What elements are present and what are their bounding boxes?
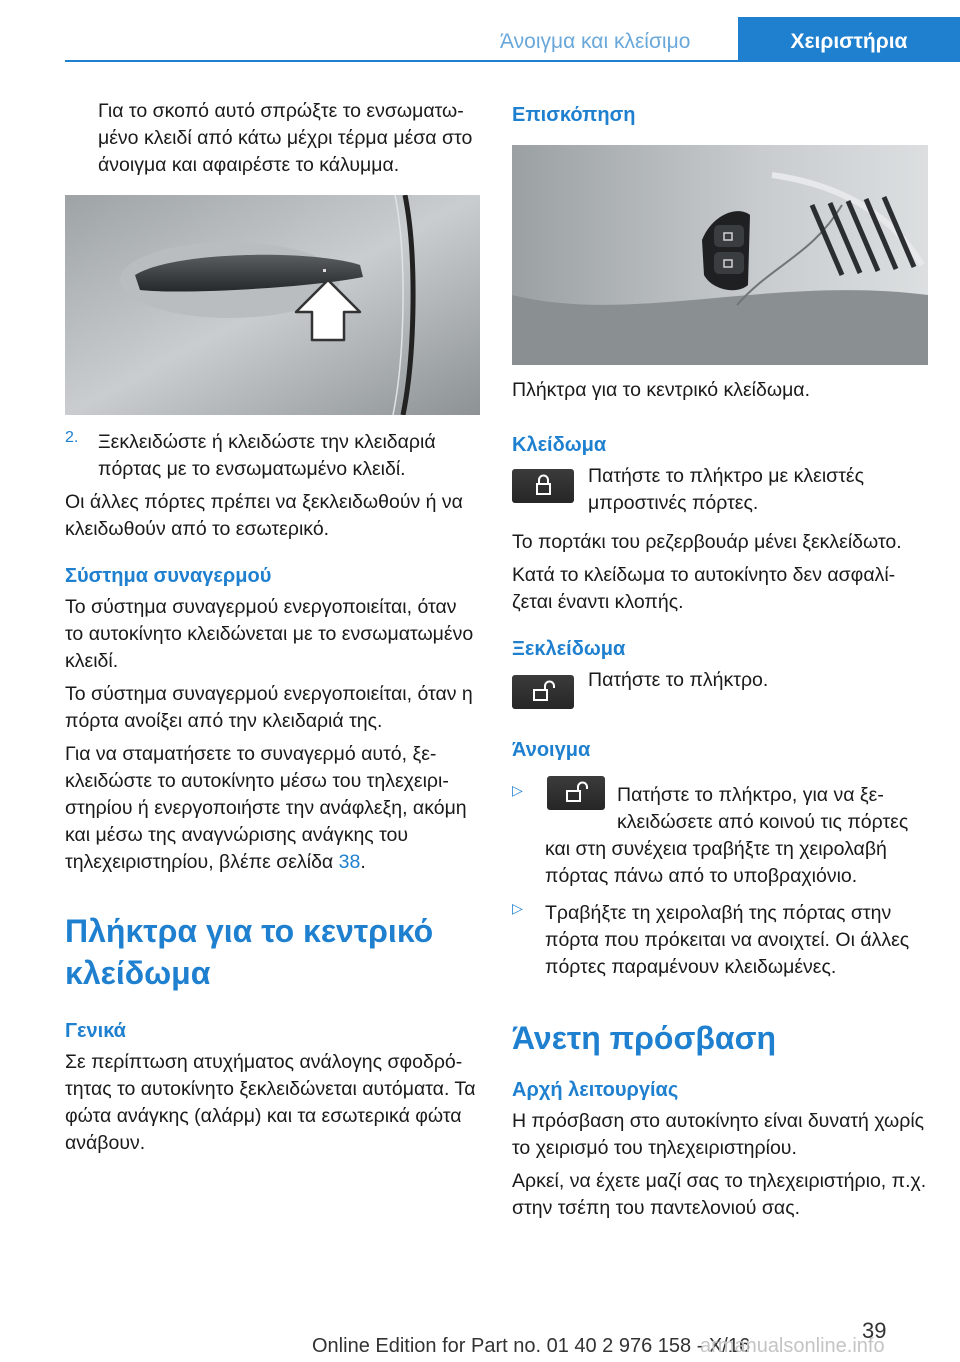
unlock-instruction-text: Πατήστε το πλήκτρο.	[588, 669, 769, 691]
bullet-triangle-icon: ▷	[512, 900, 523, 916]
central-locking-heading: Πλήκτρα για το κεντρικό κλείδωμα	[65, 913, 434, 991]
edition-line: Online Edition for Part no. 01 40 2 976 158 - X/16	[312, 1335, 751, 1357]
general-heading: Γενικά	[65, 1020, 126, 1042]
other-doors-paragraph: Οι άλλες πόρτες πρέπει να ξεκλειδωθούν ή να κλειδωθούν από το εσωτερικό.	[65, 491, 463, 540]
principle-paragraph-1: Η πρόσβαση στο αυτοκίνητο είναι δυνατή χωρίς το χειρισμό του τηλεχειριστηρίου.	[512, 1110, 925, 1159]
central-lock-buttons-illustration	[512, 145, 928, 365]
lock-paragraph-2: Κατά το κλείδωμα το αυτοκίνητο δεν ασφαλίζεται έναντι κλοπής.	[512, 564, 896, 613]
alarm-heading: Σύστημα συναγερμού	[65, 565, 272, 587]
lock-instruction	[512, 463, 928, 519]
general-paragraph: Σε περίπτωση ατυχήματος ανάλογης σφοδρότητας το αυτοκίνητο ξεκλειδώνεται αυτόματα. Τα φώτα ανάγκης (αλάρμ) και τα εσωτερικά φώτα ανάβουν.	[65, 1051, 476, 1154]
unlock-button-inline-icon	[547, 776, 605, 810]
page-header	[0, 0, 960, 62]
alarm-paragraph-3-text: Για να σταματήσετε το συναγερμό αυτό, ξεκλειδώστε το αυτοκίνητο μέσω του τηλεχειριστηρίου ή ενεργοποιήστε την ανάφλεξη, ακόμη και μέσω της αναγνώρισης ανάγκης του τηλεχειριστηρίου, βλέπε σελίδα	[65, 743, 467, 873]
lock-instruction-text: Πατήστε το πλήκτρο με κλειστές μπροστινές πόρτες.	[588, 465, 864, 514]
unlock-button-icon	[512, 675, 574, 709]
open-item-1-text: Πατήστε το πλήκτρο, για να ξεκλειδώσετε από κοινού τις πόρτες και στη συνέχεια τραβήξτε τη χειρολαβή πόρτας πάνω από το υποβραχιόνιο.	[545, 784, 909, 887]
door-handle-photo	[65, 195, 480, 415]
lock-paragraph-1: Το πορτάκι του ρεζερβουάρ μένει ξεκλείδωτο.	[512, 531, 902, 553]
principle-heading: Αρχή λειτουργίας	[512, 1079, 679, 1101]
right-column	[512, 102, 928, 1222]
overview-heading: Επισκόπηση	[512, 104, 636, 126]
unlock-instruction	[512, 667, 928, 711]
unlock-heading: Ξεκλείδωμα	[512, 638, 626, 660]
principle-paragraph-2: Αρκεί, να έχετε μαζί σας το τηλεχειριστήριο, π.χ. στην τσέπη του παντελονιού σας.	[512, 1170, 927, 1219]
page-reference-link[interactable]: 38	[338, 851, 361, 873]
central-lock-buttons-photo	[512, 145, 928, 365]
header-chapter-tab: Χειριστήρια	[738, 17, 960, 62]
left-column	[65, 98, 480, 1157]
step-number: 2.	[65, 429, 79, 446]
intro-paragraph: Για το σκοπό αυτό σπρώξτε το ενσωματωμένο κλειδί από κάτω μέχρι τέρμα μέσα στο άνοιγμα και αφαιρέστε το κάλυμμα.	[98, 100, 473, 176]
door-handle-illustration	[65, 195, 480, 415]
alarm-paragraph-1: Το σύστημα συναγερμού ενεργοποιείται, όταν το αυτοκίνητο κλειδώνεται με το ενσωματωμένο κλειδί.	[65, 596, 474, 672]
comfort-access-heading: Άνετη πρόσβαση	[512, 1020, 776, 1056]
alarm-paragraph-3	[65, 741, 480, 876]
open-item-1	[512, 782, 928, 890]
step-text: Ξεκλειδώστε ή κλειδώστε την κλειδαριά πόρτας με το ενσωματωμένο κλειδί.	[98, 431, 436, 480]
step-2	[65, 429, 480, 483]
open-item-2	[512, 900, 928, 981]
open-item-2-text: Τραβήξτε τη χειρολαβή της πόρτας στην πόρτα που πρόκειται να ανοιχτεί. Οι άλλες πόρτες παραμένουν κλειδωμένες.	[545, 902, 910, 978]
lock-button-icon	[512, 469, 574, 503]
photo-caption: Πλήκτρα για το κεντρικό κλείδωμα.	[512, 379, 811, 401]
header-section-title: Άνοιγμα και κλείσιμο	[500, 30, 691, 53]
page-number: 39	[862, 1318, 887, 1343]
watermark: armanualsonline.info	[700, 1335, 885, 1357]
alarm-paragraph-2: Το σύστημα συναγερμού ενεργοποιείται, όταν η πόρτα ανοίξει από την κλειδαριά της.	[65, 683, 473, 732]
lock-heading: Κλείδωμα	[512, 434, 607, 456]
bullet-triangle-icon: ▷	[512, 782, 523, 798]
header-rule	[65, 60, 960, 62]
alarm-paragraph-3-end: .	[360, 851, 366, 873]
open-heading: Άνοιγμα	[512, 739, 591, 761]
